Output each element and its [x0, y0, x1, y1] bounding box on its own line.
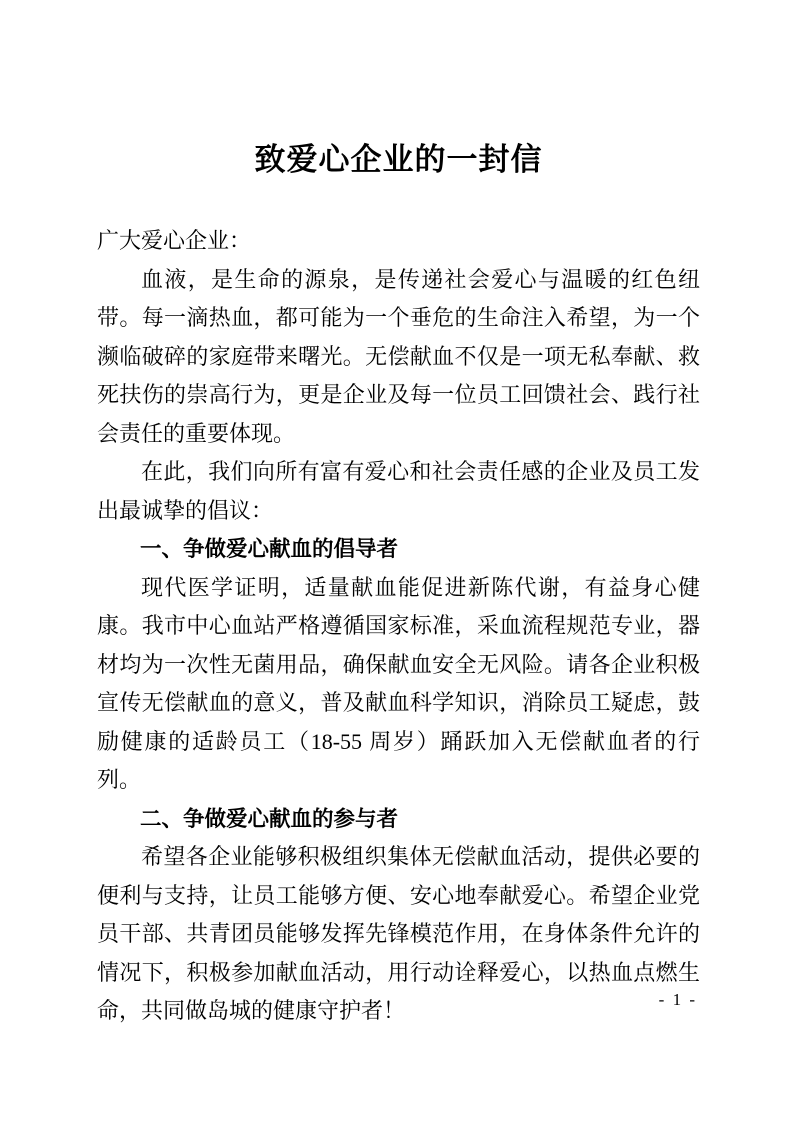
salutation: 广大爱心企业：: [97, 228, 252, 253]
paragraph-proposal: 在此，我们向所有富有爱心和社会责任感的企业及员工发出最诚挚的倡议：: [97, 459, 700, 523]
document-title: 致爱心企业的一封信: [254, 142, 543, 177]
paragraph-intro: 血液，是生命的源泉，是传递社会爱心与温暖的红色纽带。每一滴热血，都可能为一个垂危的生命注入希望，为一个濒临破碎的家庭带来曙光。无偿献血不仅是一项无私奉献、救死扶伤的崇高行为，更是企业及每一位员工回馈社会、践行社会责任的重要体现。: [97, 266, 700, 446]
paragraph-section-1: 现代医学证明，适量献血能促进新陈代谢，有益身心健康。我市中心血站严格遵循国家标准，采血流程规范专业，器材均为一次性无菌用品，确保献血安全无风险。请各企业积极宣传无偿献血的意义，普及献血科学知识，消除员工疑虑，鼓励健康的适龄员工（18-55 周岁）踊跃加入无偿献血者的行列。: [97, 574, 700, 792]
page-number: - 1 -: [658, 990, 697, 1009]
paragraph-section-2: 希望各企业能够积极组织集体无偿献血活动，提供必要的便利与支持，让员工能够方便、安心地奉献爱心。希望企业党员干部、共青团员能够发挥先锋模范作用，在身体条件允许的情况下，积极参加献血活动，用行动诠释爱心，以热血点燃生命，共同做岛城的健康守护者！: [97, 844, 700, 1023]
letter-body: [97, 222, 700, 1031]
section-heading-2: 二、争做爱心献血的参与者: [140, 806, 399, 831]
section-heading-1: 一、争做爱心献血的倡导者: [140, 537, 399, 561]
document-content: [97, 0, 700, 1031]
